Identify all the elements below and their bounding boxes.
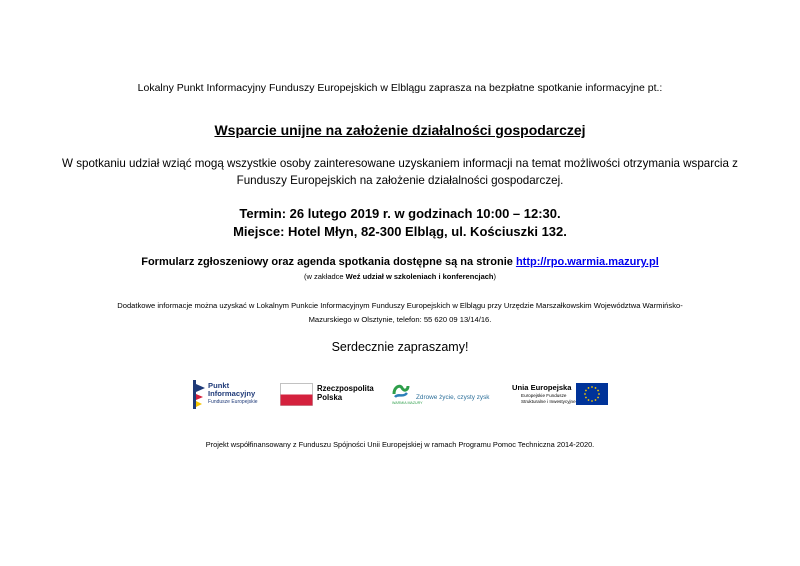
warmia-mazury-icon <box>392 382 410 400</box>
page-title: Wsparcie unijne na założenie działalności gospodarczej <box>214 122 586 138</box>
eu-star <box>595 399 597 401</box>
eu-star <box>591 400 593 402</box>
rzeczpospolita-polska-logo <box>280 380 375 410</box>
meeting-details <box>0 205 800 241</box>
punkt-line-3: Fundusze Europejskie <box>208 399 258 405</box>
form-info <box>0 256 800 268</box>
punkt-informacyjny-logo <box>192 380 272 410</box>
punkt-line-2: Informacyjny <box>208 389 256 398</box>
eu-star <box>598 393 600 395</box>
ue-line-1: Unia Europejska <box>512 383 572 392</box>
polish-flag-icon <box>280 383 313 406</box>
punkt-line-1: Punkt <box>208 381 230 390</box>
unia-europejska-logo <box>512 380 612 410</box>
eu-star <box>585 397 587 399</box>
extra-info-line-1: Dodatkowe informacje można uzyskać w Lokalnym Punkcie Informacyjnym Funduszy Europejskich w Elblągu przy Urzędzie Marszałkowskim Województwa Warmińsko- <box>117 301 683 310</box>
logo-bar <box>0 380 800 410</box>
eu-star <box>585 390 587 392</box>
description <box>0 156 800 189</box>
form-text: Formularz zgłoszeniowy oraz agenda spotkania dostępne są na stronie <box>141 256 516 268</box>
rpo-link[interactable]: http://rpo.warmia.mazury.pl <box>515 256 659 268</box>
warmia-mazury-logo <box>392 380 492 410</box>
eu-star <box>591 386 593 388</box>
extra-info-line-2: Mazurskiego w Olsztynie, telefon: 55 620 09 13/14/16. <box>308 315 492 324</box>
tab-note <box>0 272 800 281</box>
description-line-2: Funduszy Europejskich na założenie działalności gospodarczej. <box>236 173 564 187</box>
wm-slogan: Zdrowe życie, czysty zysk <box>416 394 490 401</box>
meeting-term: Termin: 26 lutego 2019 r. w godzinach 10:00 – 12:30. <box>239 206 561 221</box>
intro-text: Lokalny Punkt Informacyjny Funduszy Europejskich w Elblągu zaprasza na bezpłatne spotkanie informacyjne pt.: <box>137 82 663 94</box>
eu-star <box>597 390 599 392</box>
eu-flag-icon <box>576 383 608 405</box>
tab-note-suffix: ) <box>493 272 496 281</box>
eu-star <box>588 387 590 389</box>
footer-note: Projekt współfinansowany z Funduszu Spójności Unii Europejskiej w ramach Programu Pomoc Techniczna 2014-2020. <box>205 440 595 449</box>
eu-star <box>597 397 599 399</box>
eu-star <box>595 387 597 389</box>
rp-line-2: Polska <box>317 393 343 402</box>
eu-star <box>588 399 590 401</box>
ue-line-2: Europejskie Fundusze <box>521 393 567 398</box>
fe-star-icon <box>192 380 206 410</box>
tab-note-bold: Weź udział w szkoleniach i konferencjach <box>345 272 494 281</box>
meeting-place: Miejsce: Hotel Młyn, 82-300 Elbląg, ul. Kościuszki 132. <box>233 224 567 239</box>
ue-line-3: Strukturalne i Inwestycyjne <box>521 399 576 404</box>
extra-info <box>0 299 800 327</box>
invitation: Serdecznie zapraszamy! <box>331 340 469 354</box>
wm-small-text: WARMIA MAZURY <box>392 401 423 405</box>
rp-line-1: Rzeczpospolita <box>317 384 374 393</box>
tab-note-prefix: (w zakładce <box>303 272 346 281</box>
description-line-1: W spotkaniu udział wziąć mogą wszystkie osoby zainteresowane uzyskaniem informacji na temat możliwości otrzymania wsparcia z <box>62 157 738 170</box>
eu-star <box>584 393 586 395</box>
